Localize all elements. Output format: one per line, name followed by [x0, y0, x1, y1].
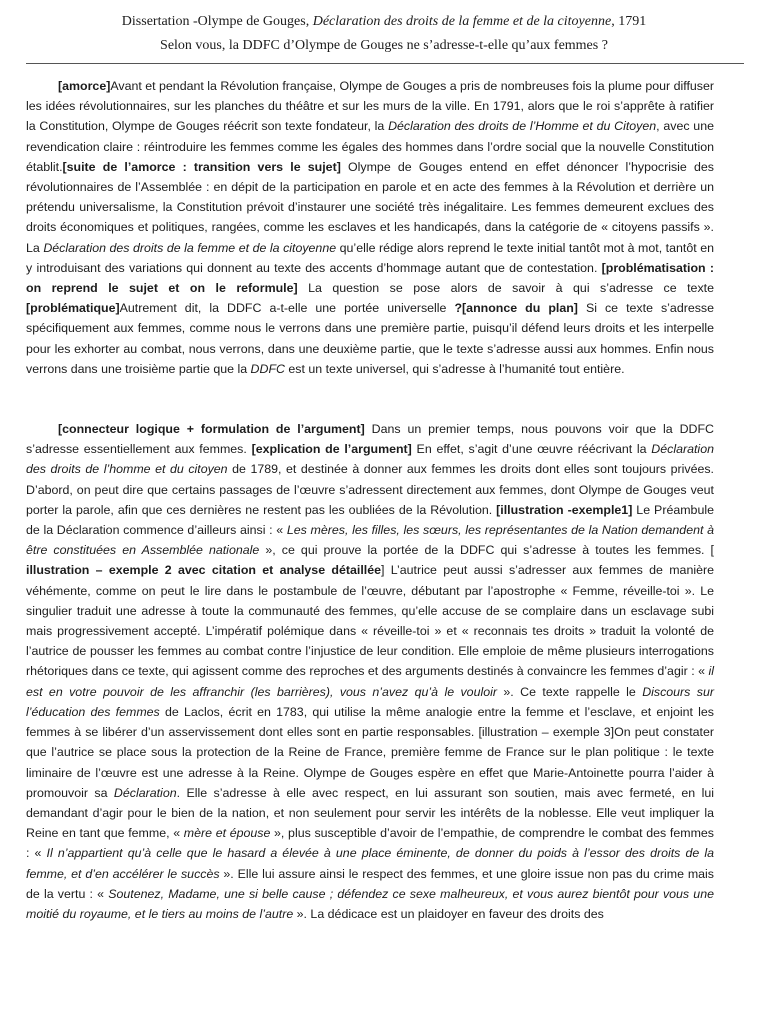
intro-text-run: [problématisation : on reprend le sujet et on le reformule] — [26, 260, 714, 296]
header-divider — [26, 63, 744, 64]
part1-text-run: ] L’autrice peut aussi s’adresser aux femmes de manière véhémente, comme on peut le lire dans le postambule de l’œuvre, débutant par l’apostrophe « Femme, réveille-toi ». Le singulier traduit une adresse à toute la communauté des femmes, qu’elle accuse de se complaire dans un esclavage subi mais progressivement accepté. L’impératif polémique dans « réveille-toi » et « reconnais tes droits » traduit la volonté de l’autrice de pousser les femmes au combat contre l’injustice de leur condition. Elle emploie de même plusieurs interrogations rhétoriques dans ce texte, qui agissent comme des reproches et des arguments destinés à convaincre les femmes d’agir : « — [26, 563, 714, 679]
header-work-title: Déclaration des droits de la femme et de la citoyenne — [312, 14, 612, 29]
part1-text-run: », plus susceptible d’avoir de l’empathie, de comprendre le combat des femmes : « — [26, 826, 714, 861]
part1-text-run: Déclaration — [113, 785, 177, 800]
intro-text-run: Avant et pendant la Révolution française, Olympe de Gouges a pris de nombreuses fois la plume pour diffuser les idées révolutionnaires, sur les planches du théâtre et sur les murs de la ville. En 1791, alors que le roi s’apprête à ratifier la Constitution, Olympe de Gouges réécrit son texte fondateur, la — [26, 79, 714, 134]
intro-text-run: Olympe de Gouges entend en effet dénoncer l’hypocrisie des révolutionnaires de l’Assemblée : en dépit de la participation en parole et en acte des femmes à la Révolution et derrière un prétendu universalisme, la Constitution prévoit d’instaurer une société très inégalitaire. Les femmes demeurent exclues des droits économiques et politiques, rangées, comme les esclaves et les handicapés, dans la catégorie de « citoyens passifs ». La — [26, 159, 714, 255]
part1-text-run: de Laclos, écrit en 1783, qui utilise la même analogie entre la femme et l’esclave, et enjoint les femmes à se libérer d’un asservissement dont elles sont en partie responsables. [illustration – exemple 3]On peut constater que l’autrice se place sous la protection de la Reine de France, première femme de France sur le plan politique : le texte liminaire de l’œuvre est une adresse à la Reine. Olympe de Gouges espère en effet que Marie-Antoinette pourra l’aider à promouvoir sa — [26, 704, 714, 800]
intro-text-run: qu’elle rédige alors reprend le texte initial tantôt mot à mot, tantôt en y introduisant des variations qui donnent au texte des accents d’hommage autant que de contestation. — [26, 240, 714, 275]
intro-paragraph — [26, 76, 714, 379]
part1-text-run: [explication de l’argument] — [251, 442, 412, 457]
intro-text-run: ?[annonce du plan] — [454, 301, 578, 316]
intro-text-run: , avec une revendication claire : réintroduire les femmes comme les égales des hommes dans l’ordre social que la nouvelle Constitution établit. — [26, 119, 714, 174]
intro-text-run: Déclaration des droits de l’Homme et du Citoyen — [388, 119, 657, 134]
part1-text-run: illustration – exemple 2 avec citation et analyse détaillée — [26, 563, 382, 578]
part1-text-run: Les mères, les filles, les sœurs, les représentantes de la Nation demandent à être constituées en Assemblée nationale — [26, 523, 714, 558]
header-prefix: Dissertation -Olympe de Gouges, — [121, 14, 313, 29]
part1-text-run: Le Préambule de la Déclaration commence d’ailleurs ainsi : « — [26, 502, 714, 538]
part1-text-run: Discours sur l’éducation des femmes — [26, 684, 714, 719]
intro-text-run: Autrement dit, la DDFC a-t-elle une portée universelle — [119, 301, 455, 316]
part1-text-run: En effet, s’agit d’une œuvre réécrivant la — [411, 442, 652, 457]
part1-text-run: ». La dédicace est un plaidoyer en faveur des droits des — [293, 906, 604, 921]
part1-text-run: », ce qui prouve la portée de la DDFC qui s’adresse à toutes les femmes. [ — [259, 543, 714, 558]
intro-text-run: [amorce] — [58, 79, 111, 93]
part1-paragraph — [26, 419, 714, 924]
intro-text-run: Déclaration des droits de la femme et de la citoyenne — [43, 240, 337, 255]
part1-text-run: Soutenez, Madame, une si belle cause ; défendez ce sexe malheureux, et vous aurez bientôt pour vous une moitié du royaume, et le tiers au moins de l’autre — [26, 886, 714, 921]
part1-text-run: mère et épouse — [183, 826, 271, 841]
part1-text-run: de 1789, et destinée à donner aux femmes les droits dont elles sont toujours privées. D’abord, on peut dire que certains passages de l’œuvre s’adressent directement aux femmes, dont Olympe de Gouges veut porter la parole, afin que ces dernières ne restent pas les oubliées de la Révolution. — [26, 462, 714, 517]
header-question: Selon vous, la DDFC d’Olympe de Gouges ne s’adresse-t-elle qu’aux femmes ? — [160, 38, 608, 53]
part1-text-run: il est en votre pouvoir de les affranchir (les barrières), vous n’avez qu’à le vouloir — [26, 664, 714, 699]
header-year: , 1791 — [611, 14, 647, 29]
intro-text-run: Si ce texte s’adresse spécifiquement aux femmes, comme nous le verrons dans une première partie, puisqu’il défend leurs droits et les interpelle pour les exhorter au combat, nous verrons, dans une deuxième partie, que le texte s’adresse aussi aux hommes. Enfin nous verrons dans une troisième partie que la — [26, 301, 715, 376]
part1-text-run: Déclaration des droits de l’homme et du citoyen — [26, 442, 714, 477]
document-header — [0, 12, 768, 55]
part1-text-run: Dans un premier temps, nous pouvons voir que la DDFC s’adresse essentiellement aux femmes. — [26, 422, 714, 457]
part1-text-run: Il n’appartient qu’à celle que le hasard a élevée à une place éminente, de donner du poids à l’essor des droits de la femme, et d’en accélérer le succès — [26, 846, 715, 881]
intro-text-run: [problématique] — [26, 301, 120, 316]
header-title-line — [0, 12, 768, 31]
intro-text-run: La question se pose alors de savoir à qui s’adresse ce texte — [297, 281, 714, 296]
part1-text-run: ». Ce texte rappelle le — [497, 684, 643, 699]
intro-text-run: [suite de l’amorce : transition vers le sujet] — [62, 159, 341, 174]
part1-text-run: [connecteur logique + formulation de l’argument] — [58, 422, 365, 437]
intro-text-run: DDFC — [250, 361, 285, 376]
part1-text-run: ». Elle lui assure ainsi le respect des femmes, et une gloire issue non pas du crime mais de la vertu : « — [26, 866, 714, 901]
intro-text-run: est un texte universel, qui s’adresse à l’humanité tout entière. — [284, 361, 625, 376]
document-body — [26, 76, 714, 924]
part1-text-run: [illustration -exemple1] — [496, 502, 633, 517]
part1-text-run: . Elle s’adresse à elle avec respect, en lui assurant son soutien, mais avec fermeté, en lui demandant d’agir pour le bien de la nation, et non seulement pour servir les intérêts de la noblesse. Elle veut impliquer la Reine en tant que femme, « — [26, 785, 714, 841]
